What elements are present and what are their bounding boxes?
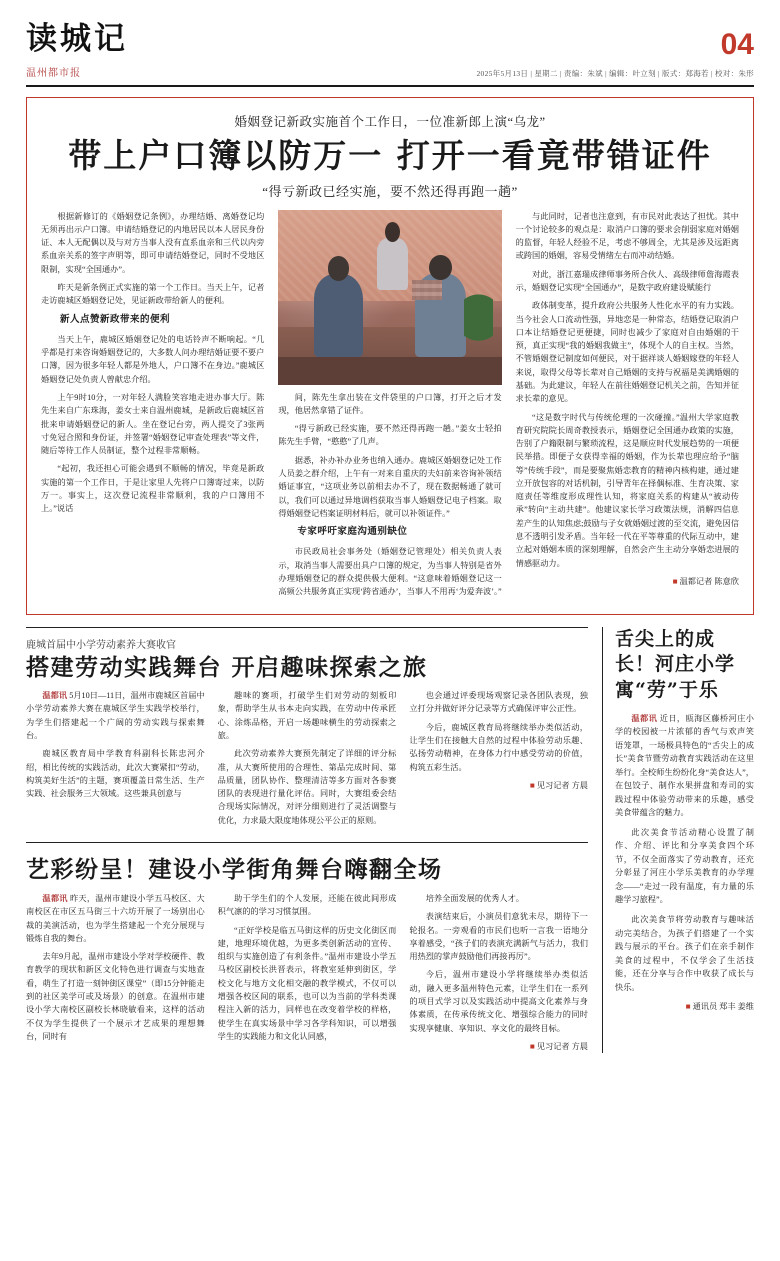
dateline: 温都讯	[42, 691, 68, 701]
lower-region	[26, 627, 754, 1054]
photo-desk-front	[278, 357, 501, 385]
paragraph	[615, 712, 754, 820]
photo-person-left	[314, 274, 363, 356]
masthead-title: 读城记	[26, 21, 128, 57]
article2-column-2	[218, 689, 397, 832]
article3-headline: 艺彩纷呈！建设小学街角舞台嗨翻全场	[26, 856, 443, 884]
signature-text: 温都记者 陈意欣	[679, 576, 739, 586]
paragraph: “起初，我还担心可能会遇到不顺畅的情况，毕竟是新政实施的第一个工作日，于是让家里人先将户口簿寄过来，以防万一。事实上，这次登记流程非常顺利，我的户口簿用不上。”说话	[41, 464, 265, 514]
paragraph: 也会通过评委现场观察记录各团队表现，独立打分并做好评分记录等方式确保评审公正性。	[409, 691, 588, 714]
dateline: 温都讯	[42, 894, 68, 904]
article2-column-1	[26, 689, 205, 832]
paragraph: 此次美食节将劳动教育与趣味活动完美结合，为孩子们搭建了一个实践与展示的平台。孩子们在亲手制作美食的过程中，不仅学会了生活技能，还在分享与合作中收获了成长与快乐。	[615, 914, 754, 992]
masthead	[26, 22, 754, 87]
masthead-subtitle: 温州都市报	[26, 67, 81, 79]
dateline: 温都讯	[631, 713, 658, 723]
paragraph: 间，陈先生拿出装在文件袋里的户口簿，打开之后才发现，他居然拿错了证件。	[278, 392, 502, 415]
paragraph: 此次劳动素养大赛预先制定了详细的评分标准，从大赛所使用的合理性、第品完成时间、第品质量，团队协作、整理清洁等多方面对各参赛团队的表现进行量化评估。同时，大赛组委会结合现场实际情况，对评分细则进行了灵活调整与优化，力求最大限度地体现公平公正的原则。	[217, 749, 397, 825]
lead-deck: “得亏新政已经实施，要不然还得再跑一趟”	[262, 183, 518, 199]
masthead-meta: 2025年5月13日 | 星期二 | 责编：朱斌 | 编辑：叶立刻 | 版式：郑海若 | 校对：朱形	[476, 68, 754, 78]
rail-headline: 舌尖上的成长！河庄小学寓“劳”于乐	[615, 627, 736, 701]
article3-column-1	[26, 892, 205, 1053]
paragraph: 市民政局社会事务处（婚姻登记管理处）相关负责人表示，取消当事人需要出具户口簿的规定，为当事人特别是省外办理婚姻登记的群众提供极大便利。“这意味着婚姻登记这一高频公共服务真正实现‘跨省通办’，当事人不用再‘为爱奔波’。”	[278, 547, 502, 597]
article2-kicker: 鹿城首届中小学劳动素养大赛收官	[26, 639, 176, 651]
paragraph: 培养全面发展的优秀人才。	[425, 894, 524, 904]
paragraph: “正好学校是临五马街这样的历史文化街区而建，地理环境优越，为更多类创新活动的宣传、组织与实施创造了有利条件。”温州市建设小学五马校区副校长洪晋表示，将教室延伸到街区，学校文化与地方文化相交融的教学模式，不仅可以增强各校区间的联系，也可以为当前的学科类课程注入新的活力，同样也在改变着学校的样格，使学生在真实场景中学习各学科知识，可以增强学生的实践能力和文化认同感，	[217, 925, 397, 1041]
lead-subheading-1: 新人点赞新政带来的便利	[60, 314, 171, 325]
paragraph: 根据新修订的《婚姻登记条例》，办理结婚、离婚登记均无须再出示户口簿。申请结婚登记的内地居民以本人居民身份证、本人无配偶以及与对方当事人没有直系血亲和三代以内旁系血亲关系的签字声明等，即可申请结婚登记，同时不受地区限制，实现“全国通办”。	[41, 211, 265, 274]
lower-main	[26, 627, 588, 1054]
article2-column-3	[409, 689, 588, 832]
paragraph: 对此，浙江嘉瑞成律师事务所合伙人、高级律师詹海霞表示，婚姻登记实现“全国通办”，是数字政府建设赋能行	[515, 269, 739, 292]
lead-column-3	[516, 210, 739, 604]
article3-column-3	[409, 892, 588, 1053]
byline-mark: ■	[529, 1041, 535, 1051]
lead-signature	[516, 575, 739, 588]
paragraph: 与此同时，记者也注意到，有市民对此表达了担忧。其中一个讨论较多的观点是：取消户口簿的要求会削弱家庭对婚姻的监督，年轻人经验不足，考虑不够周全，尤其是涉及远距离或跨国的婚姻，容易受情绪左右而冲动结婚。	[515, 211, 739, 261]
paragraph: 去年9月起，温州市建设小学对学校硬件、教育教学的现状和新区文化特色进行调查与实地查看，萌生了打造一刻钟街区课堂”（即15分钟能走到的社区美学可或及场景）的创意。在温州市建设小学大南校区副校长林晓敏看来，这样的活动不仅为学生提供了一个展示才艺成果的理想舞台，同时有	[26, 952, 205, 1041]
paragraph	[26, 689, 205, 742]
paragraph: 据悉，补办补办业务也纳入通办。鹿城区婚姻登记处工作人员姜之群介绍，上午有一对来自重庆的夫妇前来咨询补领结婚证事宜，“这项业务以前相去办不了，现在数据畅通了就可以，我们可以通过异地调档获取当事人婚姻登记电子档案。取得婚姻登记档案证明材料后，就可以补领证件。”	[278, 455, 502, 518]
photo-face-mosaic	[412, 280, 442, 300]
page-number: 04	[720, 27, 754, 61]
photo-plant	[464, 294, 493, 354]
lead-kicker: 婚姻登记新政实施首个工作日，一位准新郎上演“乌龙”	[234, 114, 546, 129]
article-street-stage	[26, 851, 588, 1053]
paragraph: 今后，鹿城区教育局将继续举办类似活动，让学生们在接触大自然的过程中体验劳动乐趣、弘扬劳动精神，在身体力行中感受劳动的价值，构筑五彩生活。	[409, 722, 588, 772]
paragraph: 趣味的赛项，打破学生们对劳动的刻板印象，帮助学生从书本走向实践，在劳动中传承匠心、涂炼品格，开启一场趣味横生的劳动探索之旅。	[217, 691, 397, 741]
paragraph: 今后，温州市建设小学将继续举办类似活动，融入更多温州特色元素，让学生们在一系列的项目式学习以及实践活动中提高文化素养与身体素质，在传承传统文化、增强综合能力的同时实现享健康、享知识、享文化的最终目标。	[409, 970, 588, 1033]
photo-person-clerk	[377, 238, 408, 291]
article2-headline: 搭建劳动实践舞台 开启趣味探索之旅	[26, 653, 428, 681]
lead-headline: 带上户口簿以防万一 打开一看竟带错证件	[68, 135, 712, 175]
lead-column-1	[41, 210, 264, 604]
article-labor-contest	[26, 627, 588, 832]
lead-article	[26, 97, 754, 615]
paragraph: 此次美食节活动精心设置了制作、介绍、评比和分享美食四个环节，不仅全面落实了劳动教育，还充分彰显了河庄小学乐美教育的办学理念——“走过一段有温度，有力量的乐趣学习旅程”。	[615, 827, 754, 905]
paragraph: “这是数字时代与传统伦理的一次碰撞。”温州大学家庭教育研究院院长周奇教授表示，婚姻登记全国通办政策的实施，告别了户籍限制与繁琐流程，这是顺应时代发展趋势的一项便民举措。即便子女获得幸福的婚姻，作为长辈也理应给予“脑等”传统手段”，而是要聚焦婚恋教育的精神内核构建，通过建立开放包容的对话机制，引导青年在择偶标准、生育决策、家庭责任等维度形成理性认知，将家庭关系的构建从“被动传承”转向“主动共建”。他建议家长学习政策法规，消解四信息差产生的认知焦虑;鼓励与子女就婚姻过渡的至交流，避免因信息不透明引发矛盾。当年轻一代在平等尊重的代际互动中，建立起对婚姻本质的深刻理解，自然会产生主动分享婚恋进展的情感驱动力。	[515, 412, 739, 568]
paragraph-text: 昨天，温州市建设小学五马校区、大南校区在市区五马街三十六坊开展了一场别出心裁的美演活动，也为学生搭建起一个充分展现与锻炼自我的舞台。	[26, 894, 205, 943]
byline-text: 见习记者 方晨	[536, 780, 588, 790]
article2-byline	[409, 779, 588, 792]
paragraph-text: 5月10日—11日，温州市鹿城区首届中小学劳动素养大赛在鹿城区学生实践学校举行，为学生们搭建起一个广阔的劳动实践与探索舞台。	[26, 691, 205, 741]
paragraph: 当天上午，鹿城区婚姻登记处的电话铃声不断响起。“几乎都是打来咨询婚姻登记的，大多数人问办理结婚证要不要户口簿，因为很多年轻人都是外地人，户口簿不在身边。”鹿城区婚姻登记处负责人曾献忠介绍。	[41, 334, 265, 384]
lead-body	[41, 210, 739, 604]
lead-column-2	[278, 210, 501, 604]
article2-body	[26, 689, 588, 832]
paragraph: 上午9时10分，一对年轻人满脸笑容地走进办事大厅。陈先生来自广东珠海，姜女士来自温州鹿城，是新政后鹿城区首批来申请婚姻登记的新人。坐在登记台旁，两人提交了3张两寸免冠合照和身份证，并签署“婚姻登记审查处理表”等文件，随后等待工作人员制证，整个过程非常顺畅。	[41, 393, 265, 456]
section-divider	[26, 842, 588, 843]
byline-text: 见习记者 方晨	[536, 1041, 588, 1051]
paragraph: “得亏新政已经实施，要不然还得再跑一趟。”姜女士轻拍陈先生手臂，“憨憨”了几声。	[278, 424, 502, 447]
signature-mark: ■	[672, 576, 678, 586]
paragraph-text: 近日，瓯海区藤桥河庄小学的校园被一片浓郁的香气与欢声笑语笼罩，一场极具特色的“舌尖上的成长”美食节暨劳动教育实践活动在这里举行。全校师生纷纷化身“美食达人”，在包饺子、制作水果拼盘和寿司的实践过程中体验劳动带来的乐趣，感受美食带蕴含的魅力。	[615, 713, 754, 818]
lead-subheading-2: 专家呼吁家庭沟通别缺位	[297, 527, 408, 538]
byline-text: 通讯员 郑丰 姜维	[692, 1002, 754, 1012]
paragraph: 昨天是新条例正式实施的第一个工作日。当天上午，记者走访鹿城区婚姻登记处，见证新政带给新人的便利。	[41, 282, 265, 306]
paragraph: 鹿城区教育局中学教育科副科长陈忠河介绍，相比传统的实践活动，此次大赛紧扣“劳动，构筑美好生活”的主题，赛项覆盖日常生活、生产实践、社会服务三大领域。这些兼具创意与	[26, 749, 205, 799]
article3-byline	[409, 1040, 588, 1053]
byline-mark: ■	[685, 1002, 691, 1012]
paragraph: 助于学生们的个人发展，还能在彼此间形成积气凛的的学习习惯氛围。	[217, 894, 397, 917]
byline-mark: ■	[529, 780, 535, 790]
lead-photo	[278, 210, 501, 385]
sidebar-article-food-festival	[602, 627, 754, 1054]
rail-byline	[615, 1000, 754, 1014]
rail-body	[615, 712, 754, 1014]
paragraph: 表演结束后，小演员们意犹未尽，期待下一轮报名。一旁观看的市民们也听一言我一语地分享着感受，“孩子们的表演充满新气与活力，我们用热烈的掌声鼓励他们再接再厉”。	[409, 912, 588, 962]
article3-body	[26, 892, 588, 1053]
paragraph	[26, 892, 205, 945]
paragraph: 政体制变革，提升政府公共服务人性化水平的有力实践。当今社会人口流动性强，异地恋是一种常态，结婚登记取消户口本让结婚登记更便捷，同时也减少了家庭对自由婚姻的干预，真正实现“我的婚姻我做主”，体现个人的自主权。当然，不管婚姻登记制度如何便民，对于据祥谈人婚姻嫁登的年轻人来说，取得父母等长辈对自己婚姻的支持与祝福是美满婚姻的基础。为此建议，年轻人在前往婚姻登记机关之前，告知并征求长辈的意见。	[515, 301, 739, 404]
masthead-left	[26, 22, 128, 79]
masthead-right	[476, 27, 754, 79]
article3-column-2	[218, 892, 397, 1053]
